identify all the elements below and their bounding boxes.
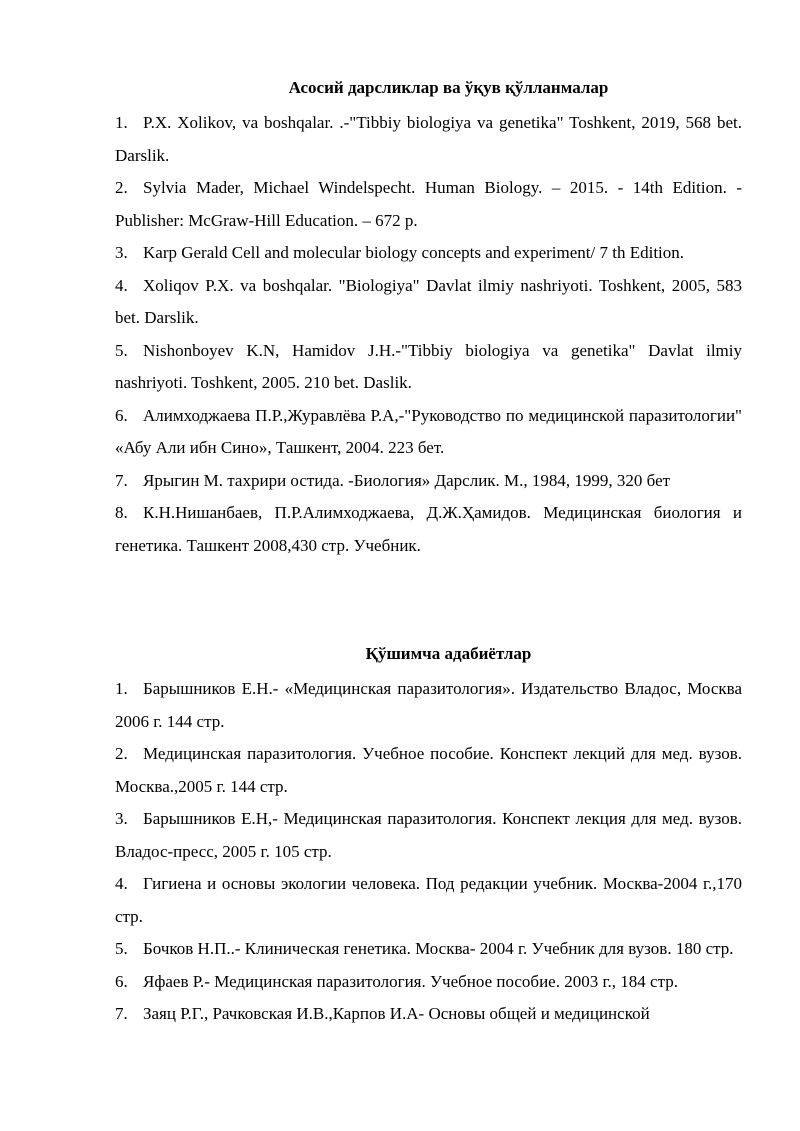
list-item [115, 237, 742, 270]
item-number: 6. [115, 405, 128, 425]
item-text: Karp Gerald Cell and molecular biology concepts and experiment/ 7 th Edition. [143, 243, 685, 262]
item-text: Барышников Е.Н,- Медицинская паразитология. Конспект лекция для мед. вузов. Владос-пресс, 2005 г. 105 стр. [115, 809, 742, 861]
list-item [115, 107, 742, 172]
item-text: Алимходжаева П.Р.,Журавлёва Р.А,-"Руководство по медицинской паразитологии" «Абу Али ибн Сино», Ташкент, 2004. 223 бет. [115, 405, 742, 457]
main-literature-section [115, 76, 742, 562]
additional-literature-section [115, 642, 742, 1031]
additional-literature-list [115, 673, 742, 1031]
list-item [115, 335, 742, 400]
main-literature-heading: Асосий дарсликлар ва ўқув қўлланмалар [288, 78, 609, 97]
item-number: 7. [115, 470, 128, 490]
list-item [115, 868, 742, 933]
list-item [115, 465, 742, 498]
item-number: 3. [115, 243, 128, 262]
item-text: Бочков Н.П..- Клиническая генетика. Москва- 2004 г. Учебник для вузов. 180 стр. [143, 939, 734, 958]
item-number: 2. [115, 178, 128, 197]
list-item [115, 966, 742, 999]
item-number: 2. [115, 744, 128, 763]
item-text: P.X. Xolikov, va boshqalar. .-"Tibbiy biologiya va genetika" Toshkent, 2019, 568 bet. Darslik. [115, 113, 742, 165]
additional-literature-heading: Қўшимча адабиётлар [365, 644, 532, 663]
list-item [115, 738, 742, 803]
item-number: 8. [115, 503, 128, 522]
list-item [115, 803, 742, 868]
item-number: 5. [115, 939, 128, 958]
list-item [115, 270, 742, 335]
item-text: Гигиена и основы экологии человека. Под редакции учебник. Москва-2004 г.,170 стр. [115, 874, 742, 926]
item-number: 4. [115, 874, 128, 893]
item-text: Ярыгин М. тахрири остида. -Биология» Дарслик. М., 1984, 1999, 320 бет [143, 470, 671, 490]
item-text: Медицинская паразитология. Учебное пособие. Конспект лекций для мед. вузов. Москва.,2005 г. 144 стр. [115, 744, 742, 796]
list-item [115, 933, 742, 966]
list-item [115, 497, 742, 562]
list-item [115, 998, 742, 1031]
item-number: 1. [115, 113, 128, 132]
item-text: Яфаев Р.- Медицинская паразитология. Учебное пособие. 2003 г., 184 стр. [143, 971, 678, 991]
item-number: 4. [115, 275, 128, 295]
list-item [115, 400, 742, 465]
item-number: 6. [115, 971, 128, 991]
item-text: Xoliqov P.X. va boshqalar. "Biologiya" Davlat ilmiy nashriyoti. Toshkent, 2005, 583 bet. Darslik. [115, 275, 742, 327]
item-number: 3. [115, 809, 128, 828]
list-item [115, 172, 742, 237]
item-text: Sylvia Mader, Michael Windelspecht. Human Biology. – 2015. - 14th Edition. - Publisher: McGraw-Hill Education. – 672 p. [115, 178, 742, 230]
item-text: Заяц Р.Г., Рачковская И.В.,Карпов И.А- Основы общей и медицинской [143, 1004, 650, 1023]
item-number: 5. [115, 340, 128, 360]
item-text: Барышников Е.Н.- «Медицинская паразитология». Издательство Владос, Москва 2006 г. 144 стр. [115, 679, 742, 731]
item-number: 1. [115, 679, 128, 698]
main-literature-list [115, 107, 742, 562]
item-number: 7. [115, 1004, 128, 1023]
item-text: К.Н.Нишанбаев, П.Р.Алимходжаева, Д.Ж.Ҳамидов. Медицинская биология и генетика. Ташкент 2008,430 стр. Учебник. [115, 503, 742, 555]
item-text: Nishonboyev K.N, Hamidov J.H.-"Tibbiy biologiya va genetika" Davlat ilmiy nashriyoti. Toshkent, 2005. 210 bet. Daslik. [115, 340, 742, 392]
list-item [115, 673, 742, 738]
